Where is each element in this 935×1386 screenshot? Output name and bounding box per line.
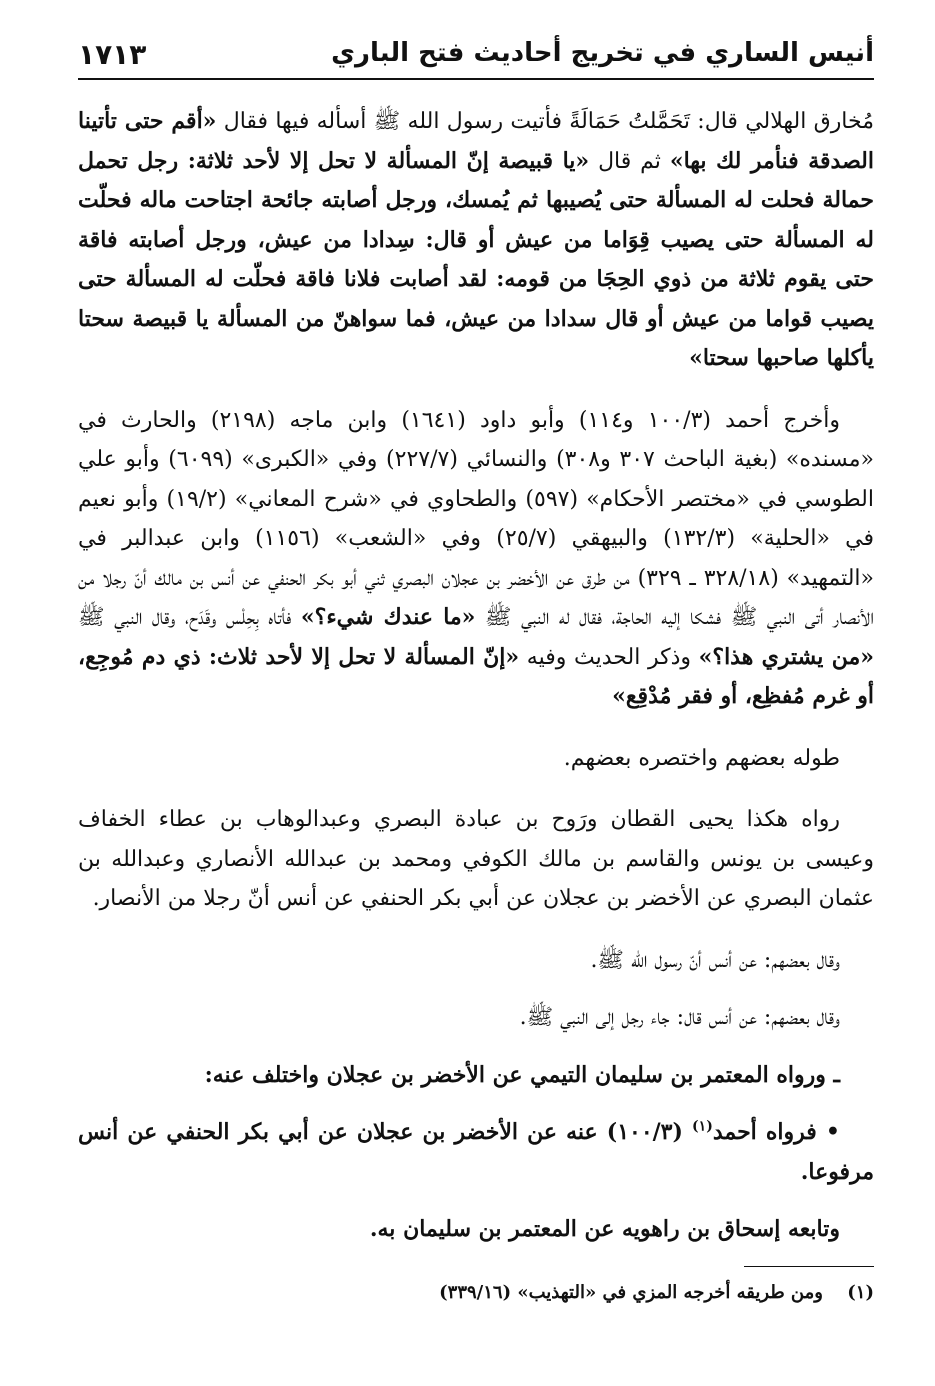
bold-text-segment: • فرواه أحمد (712, 1119, 840, 1145)
text-segment: ثم قال (589, 148, 670, 174)
text-segment: طوله بعضهم واختصره بعضهم. (563, 745, 840, 771)
bold-text-segment: وتابعه إسحاق بن راهويه عن المعتمر بن سليمان به. (369, 1216, 840, 1242)
paragraph (78, 102, 874, 379)
paragraph (78, 800, 874, 919)
footnote-number: (١) (847, 1282, 874, 1303)
footnote-text: ومن طريقه أخرجه المزي في «التهذيب» (٣٣٩/١٦) (439, 1282, 823, 1303)
paragraph (78, 1210, 874, 1250)
text-segment: مُخارق الهلالي قال: تَحَمَّلتُ حَمَالَةً فأتيت رسول الله ﷺ أسأله فيها فقال (216, 109, 875, 134)
bold-text-segment: «يا قبيصة إنّ المسألة لا تحل إلا لأحد ثلاثة: رجل تحمل حمالة فحلت له المسألة حتى يُصيبها ثم يُمسك، ورجل أصابته جائحة اجتاحت ماله فحلّت له المسألة حتى يصيب قِوَاما من عيش أو قال: سِدادا من عيش، ورجل أصابته فاقة حتى يقوم ثلاثة من ذوي الحِجَا من قومه: لقد أصابت فلانا فاقة فحلّت له المسألة حتى يصيب قواما من عيش أو قال سدادا من عيش، فما سواهنّ من المسألة يا قبيصة سحتا يأكلها صاحبها سحتا» (78, 147, 874, 371)
document-page (78, 28, 874, 1268)
footnote-marker: (١) (692, 1118, 713, 1135)
main-text (78, 102, 874, 1250)
footnote (78, 1278, 874, 1308)
bold-text-segment: ـ ورواه المعتمر بن سليمان التيمي عن الأخضر بن عجلان واختلف عنه: (204, 1061, 840, 1088)
paragraph (78, 1113, 874, 1192)
bold-text-segment: (١٠٠/٣) عنه عن الأخضر بن عجلان عن أبي بكر الحنفي عن أنس مرفوعا. (78, 1119, 874, 1185)
paragraph (78, 941, 874, 981)
page-number: ١٧١٣ (78, 38, 147, 71)
bold-text-segment: «من يشتري هذا؟» (698, 643, 874, 670)
paragraph (78, 1056, 874, 1096)
running-header (78, 28, 874, 80)
text-segment: فأتاه بِحِلْس وقَدَح، وقال النبي ﷺ (78, 605, 301, 630)
bold-text-segment: «إنّ المسألة لا تحل إلا لأحد ثلاث: ذي دم مُوجِع، أو غرم مُفظِع، أو فقر مُدْقِع» (78, 643, 874, 709)
footnote-divider (744, 1266, 874, 1267)
text-segment: وقال بعضهم: عن أنس أنّ رسول الله ﷺ. (590, 947, 840, 973)
text-segment: وقال بعضهم: عن أنس قال: جاء رجل إلى النبي ﷺ. (519, 1005, 840, 1030)
text-segment: وأخرج أحمد (١٠٠/٣ و١١٤) وأبو داود (١٦٤١) وابن ماجه (٢١٩٨) والحارث في «مسنده» (بغية الباحث ٣٠٧ و٣٠٨) والنسائي (٢٢٧/٧) وفي «الكبرى» (٦٠٩٩) وأبو علي الطوسي في «مختصر الأحكام» (٥٩٧) والطحاوي في «شرح المعاني» (١٩/٢) وأبو نعيم في «الحلية» (١٣٢/٣) والبيهقي (٢٥/٧) وفي «الشعب» (١١٥٦) وابن عبدالبر في «التمهيد» (٣٢٨/١٨ ـ ٣٢٩) من طرق عن الأخضر بن عجلان البصري ثني أبو بكر الحنفي عن أنس بن مالك أنّ رجلا من الأنصار أتى النبي ﷺ فشكا إليه الحاجة، فقال له النبي ﷺ (78, 407, 875, 630)
text-segment: رواه هكذا يحيى القطان ورَوح بن عبادة البصري وعبدالوهاب بن عطاء الخفاف وعيسى بن يونس والقاسم بن مالك الكوفي ومحمد بن عبدالله الأنصاري وعبدالله بن عثمان البصري عن الأخضر بن عجلان عن أبي بكر الحنفي عن أنس أنّ رجلا من الأنصار. (78, 807, 874, 911)
paragraph (78, 739, 874, 779)
text-segment: وذكر الحديث وفيه (519, 644, 699, 670)
book-title: أنيس الساري في تخريج أحاديث فتح الباري (331, 38, 874, 68)
bold-text-segment: «أقم حتى تأتينا الصدقة فنأمر لك بها» (78, 108, 874, 174)
paragraph (78, 998, 874, 1038)
bold-text-segment: «ما عندك شيء؟» (300, 604, 476, 630)
paragraph (78, 401, 874, 717)
